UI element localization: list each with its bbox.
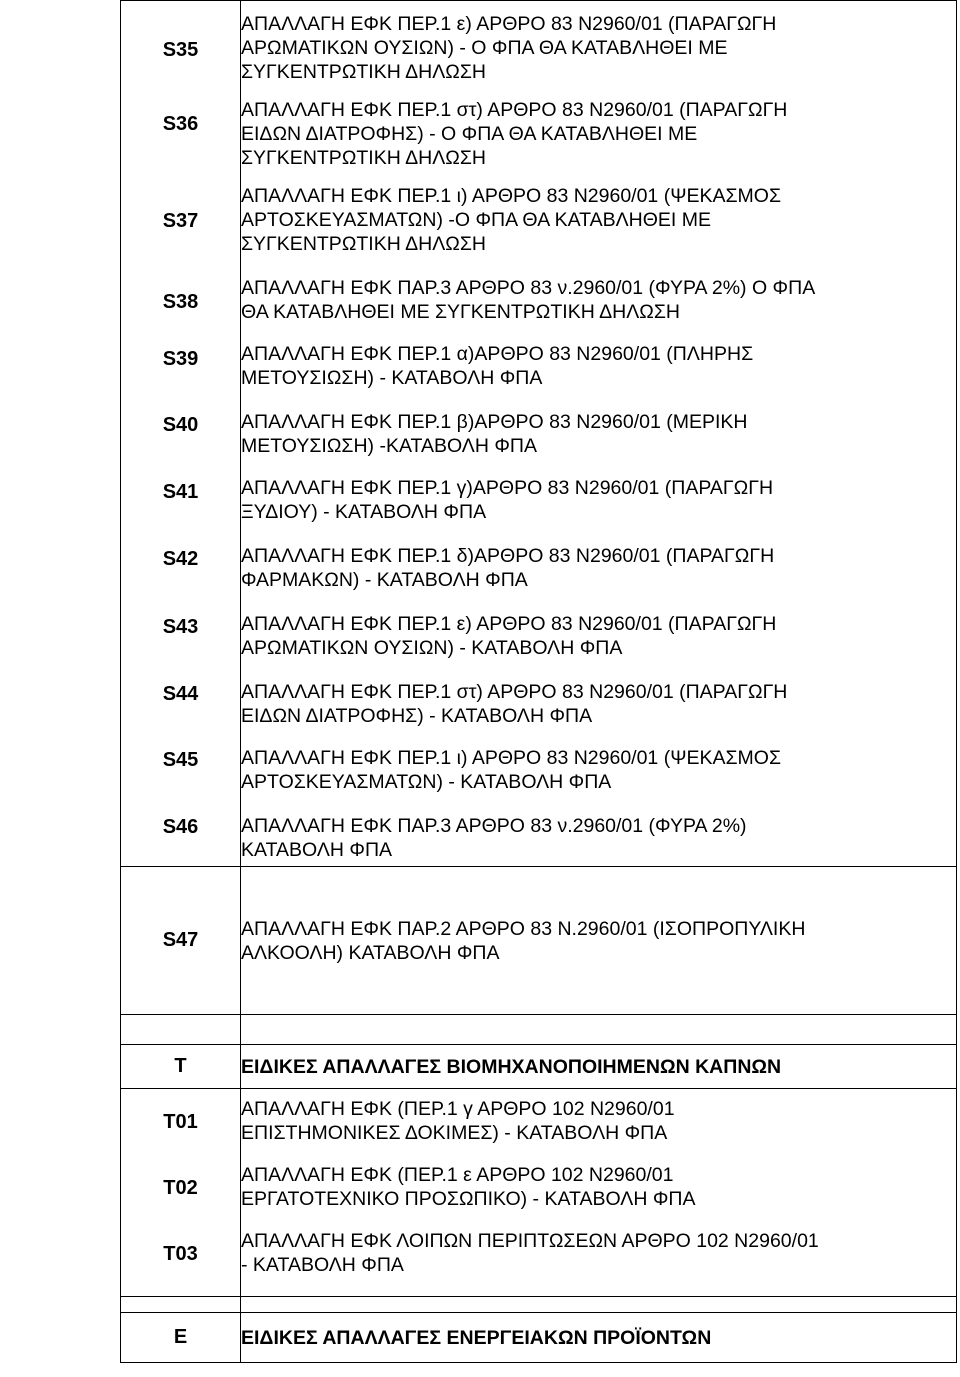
table-row-t01-t03 [121,1089,957,1297]
entry-s37-line-1: ΑΠΑΛΛΑΓΗ ΕΦΚ ΠΕΡ.1 ι) ΑΡΘΡΟ 83 Ν2960/01 (ΨΕΚΑΣΜΟΣ [241,184,782,207]
entry-s44-line-2: ΕΙΔΩΝ ΔΙΑΤΡΟΦΗΣ) - ΚΑΤΑΒΟΛΗ ΦΠΑ [241,704,593,727]
code-s47: S47 [121,867,241,1015]
table-row-s47 [121,867,957,1015]
entry-s39 [241,342,956,410]
entry-s44 [241,680,956,746]
code-s41: S41 [162,481,199,503]
code-e: E [121,1313,241,1363]
code-s35: S35 [162,39,199,61]
entry-s38-line-1: ΑΠΑΛΛΑΓΗ ΕΦΚ ΠΑΡ.3 ΑΡΘΡΟ 83 ν.2960/01 (ΦΥΡΑ 2%) Ο ΦΠΑ [241,276,816,299]
entry-s39-line-1: ΑΠΑΛΛΑΓΗ ΕΦΚ ΠΕΡ.1 α)ΑΡΘΡΟ 83 Ν2960/01 (ΠΛΗΡΗΣ [241,342,754,365]
document-page [120,0,956,1377]
entry-t01-line-2: ΕΠΙΣΤΗΜΟΝΙΚΕΣ ΔΟΚΙΜΕΣ) - ΚΑΤΑΒΟΛΗ ΦΠΑ [241,1121,668,1144]
entry-s47 [241,867,957,1015]
entry-s46-line-1: ΑΠΑΛΛΑΓΗ ΕΦΚ ΠΑΡ.3 ΑΡΘΡΟ 83 ν.2960/01 (ΦΥΡΑ 2%) [241,814,747,837]
code-cell-block-t [121,1089,241,1297]
code-s36: S36 [162,113,199,135]
entry-s45-line-2: ΑΡΤΟΣΚΕΥΑΣΜΑΤΩΝ) - ΚΑΤΑΒΟΛΗ ΦΠΑ [241,770,612,793]
entry-s36-line-2: ΕΙΔΩΝ ΔΙΑΤΡΟΦΗΣ) - Ο ΦΠΑ ΘΑ ΚΑΤΑΒΛΗΘΕΙ ΜΕ [241,122,698,145]
entry-s43-line-2: ΑΡΩΜΑΤΙΚΩΝ ΟΥΣΙΩΝ) - ΚΑΤΑΒΟΛΗ ΦΠΑ [241,636,623,659]
entry-s38 [241,276,956,342]
entry-s35-line-2: ΑΡΩΜΑΤΙΚΩΝ ΟΥΣΙΩΝ) - Ο ΦΠΑ ΘΑ ΚΑΤΑΒΛΗΘΕΙ ΜΕ [241,36,728,59]
spacer-cell-desc-1 [241,1015,957,1045]
entry-s42 [241,544,956,612]
entry-s43-line-1: ΑΠΑΛΛΑΓΗ ΕΦΚ ΠΕΡ.1 ε) ΑΡΘΡΟ 83 Ν2960/01 (ΠΑΡΑΓΩΓΗ [241,612,777,635]
entry-s39-line-2: ΜΕΤΟΥΣΙΩΣΗ) - ΚΑΤΑΒΟΛΗ ΦΠΑ [241,366,543,389]
table-row-s35-s46 [121,1,957,867]
entry-t03-line-1: ΑΠΑΛΛΑΓΗ ΕΦΚ ΛΟΙΠΩΝ ΠΕΡΙΠΤΩΣΕΩΝ ΑΡΘΡΟ 102 Ν2960/01 [241,1229,819,1252]
spacer-cell-code-1 [121,1015,241,1045]
entry-s35-line-3: ΣΥΓΚΕΝΤΡΩΤΙΚΗ ΔΗΛΩΣΗ [241,60,486,83]
entry-s41 [241,476,956,544]
table-row-e-heading [121,1313,957,1363]
entry-s41-line-2: ΞΥΔΙΟΥ) - ΚΑΤΑΒΟΛΗ ΦΠΑ [241,500,487,523]
code-s38: S38 [162,291,199,313]
code-cell-block1 [121,1,241,867]
entry-s46-line-2: ΚΑΤΑΒΟΛΗ ΦΠΑ [241,838,393,861]
section-e-heading: ΕΙΔΙΚΕΣ ΑΠΑΛΛΑΓΕΣ ΕΝΕΡΓΕΙΑΚΩΝ ΠΡΟΪΟΝΤΩΝ [241,1313,957,1363]
entry-s43 [241,612,956,680]
entry-s47-line-2: ΑΛΚΟΟΛΗ) ΚΑΤΑΒΟΛΗ ΦΠΑ [241,941,500,964]
entry-t01 [241,1097,956,1163]
entry-t01-line-1: ΑΠΑΛΛΑΓΗ ΕΦΚ (ΠΕΡ.1 γ ΑΡΘΡΟ 102 Ν2960/01 [241,1097,675,1120]
entry-s40 [241,410,956,476]
table-row-t-heading [121,1045,957,1089]
code-t03: T03 [163,1243,198,1265]
code-s42: S42 [162,548,199,570]
code-s39: S39 [162,348,199,370]
code-s37: S37 [162,210,199,232]
table-row-spacer-1 [121,1015,957,1045]
entry-s37 [241,184,956,276]
entry-s42-line-1: ΑΠΑΛΛΑΓΗ ΕΦΚ ΠΕΡ.1 δ)ΑΡΘΡΟ 83 Ν2960/01 (ΠΑΡΑΓΩΓΗ [241,544,775,567]
entry-s46 [241,814,956,864]
description-cell-block1 [241,1,957,867]
code-list-block1 [121,1,240,861]
entry-s47-line-1: ΑΠΑΛΛΑΓΗ ΕΦΚ ΠΑΡ.2 ΑΡΘΡΟ 83 Ν.2960/01 (ΙΣΟΠΡΟΠΥΛΙΚΗ [241,917,806,940]
code-t01: T01 [163,1111,198,1133]
spacer-cell-code-2 [121,1297,241,1313]
entry-s35 [241,12,956,98]
entry-t03 [241,1229,956,1295]
entry-s37-line-2: ΑΡΤΟΣΚΕΥΑΣΜΑΤΩΝ) -Ο ΦΠΑ ΘΑ ΚΑΤΑΒΛΗΘΕΙ ΜΕ [241,208,711,231]
entry-s36 [241,98,956,184]
code-s43: S43 [162,616,199,638]
entry-s45 [241,746,956,814]
entry-s36-line-1: ΑΠΑΛΛΑΓΗ ΕΦΚ ΠΕΡ.1 στ) ΑΡΘΡΟ 83 Ν2960/01 (ΠΑΡΑΓΩΓΗ [241,98,788,121]
entry-s36-line-3: ΣΥΓΚΕΝΤΡΩΤΙΚΗ ΔΗΛΩΣΗ [241,146,486,169]
code-s45: S45 [162,749,199,771]
table-row-spacer-2 [121,1297,957,1313]
entry-t02-line-2: ΕΡΓΑΤΟΤΕΧΝΙΚΟ ΠΡΟΣΩΠΙΚΟ) - ΚΑΤΑΒΟΛΗ ΦΠΑ [241,1187,696,1210]
code-s40: S40 [162,414,199,436]
section-t-heading: ΕΙΔΙΚΕΣ ΑΠΑΛΛΑΓΕΣ ΒΙΟΜΗΧΑΝΟΠΟΙΗΜΕΝΩΝ ΚΑΠΝΩΝ [241,1045,957,1089]
entry-s40-line-2: ΜΕΤΟΥΣΙΩΣΗ) -ΚΑΤΑΒΟΛΗ ΦΠΑ [241,434,537,457]
entry-t02 [241,1163,956,1229]
entry-s38-line-2: ΘΑ ΚΑΤΑΒΛΗΘΕΙ ΜΕ ΣΥΓΚΕΝΤΡΩΤΙΚΗ ΔΗΛΩΣΗ [241,300,680,323]
code-t02: T02 [163,1177,198,1199]
description-cell-block-t [241,1089,957,1297]
entry-s41-line-1: ΑΠΑΛΛΑΓΗ ΕΦΚ ΠΕΡ.1 γ)ΑΡΘΡΟ 83 Ν2960/01 (ΠΑΡΑΓΩΓΗ [241,476,774,499]
entry-s40-line-1: ΑΠΑΛΛΑΓΗ ΕΦΚ ΠΕΡ.1 β)ΑΡΘΡΟ 83 Ν2960/01 (ΜΕΡΙΚΗ [241,410,748,433]
entry-s42-line-2: ΦΑΡΜΑΚΩΝ) - ΚΑΤΑΒΟΛΗ ΦΠΑ [241,568,528,591]
entry-t03-line-2: - ΚΑΤΑΒΟΛΗ ΦΠΑ [241,1253,404,1276]
code-s46: S46 [162,816,199,838]
exemption-codes-table [120,0,957,1363]
entry-s45-line-1: ΑΠΑΛΛΑΓΗ ΕΦΚ ΠΕΡ.1 ι) ΑΡΘΡΟ 83 Ν2960/01 (ΨΕΚΑΣΜΟΣ [241,746,782,769]
spacer-cell-desc-2 [241,1297,957,1313]
entry-s35-line-1: ΑΠΑΛΛΑΓΗ ΕΦΚ ΠΕΡ.1 ε) ΑΡΘΡΟ 83 Ν2960/01 (ΠΑΡΑΓΩΓΗ [241,12,777,35]
entry-t02-line-1: ΑΠΑΛΛΑΓΗ ΕΦΚ (ΠΕΡ.1 ε ΑΡΘΡΟ 102 Ν2960/01 [241,1163,674,1186]
entry-s44-line-1: ΑΠΑΛΛΑΓΗ ΕΦΚ ΠΕΡ.1 στ) ΑΡΘΡΟ 83 Ν2960/01 (ΠΑΡΑΓΩΓΗ [241,680,788,703]
entry-s37-line-3: ΣΥΓΚΕΝΤΡΩΤΙΚΗ ΔΗΛΩΣΗ [241,232,486,255]
code-s44: S44 [162,683,199,705]
code-t: T [121,1045,241,1089]
code-list-block-t [121,1089,240,1287]
